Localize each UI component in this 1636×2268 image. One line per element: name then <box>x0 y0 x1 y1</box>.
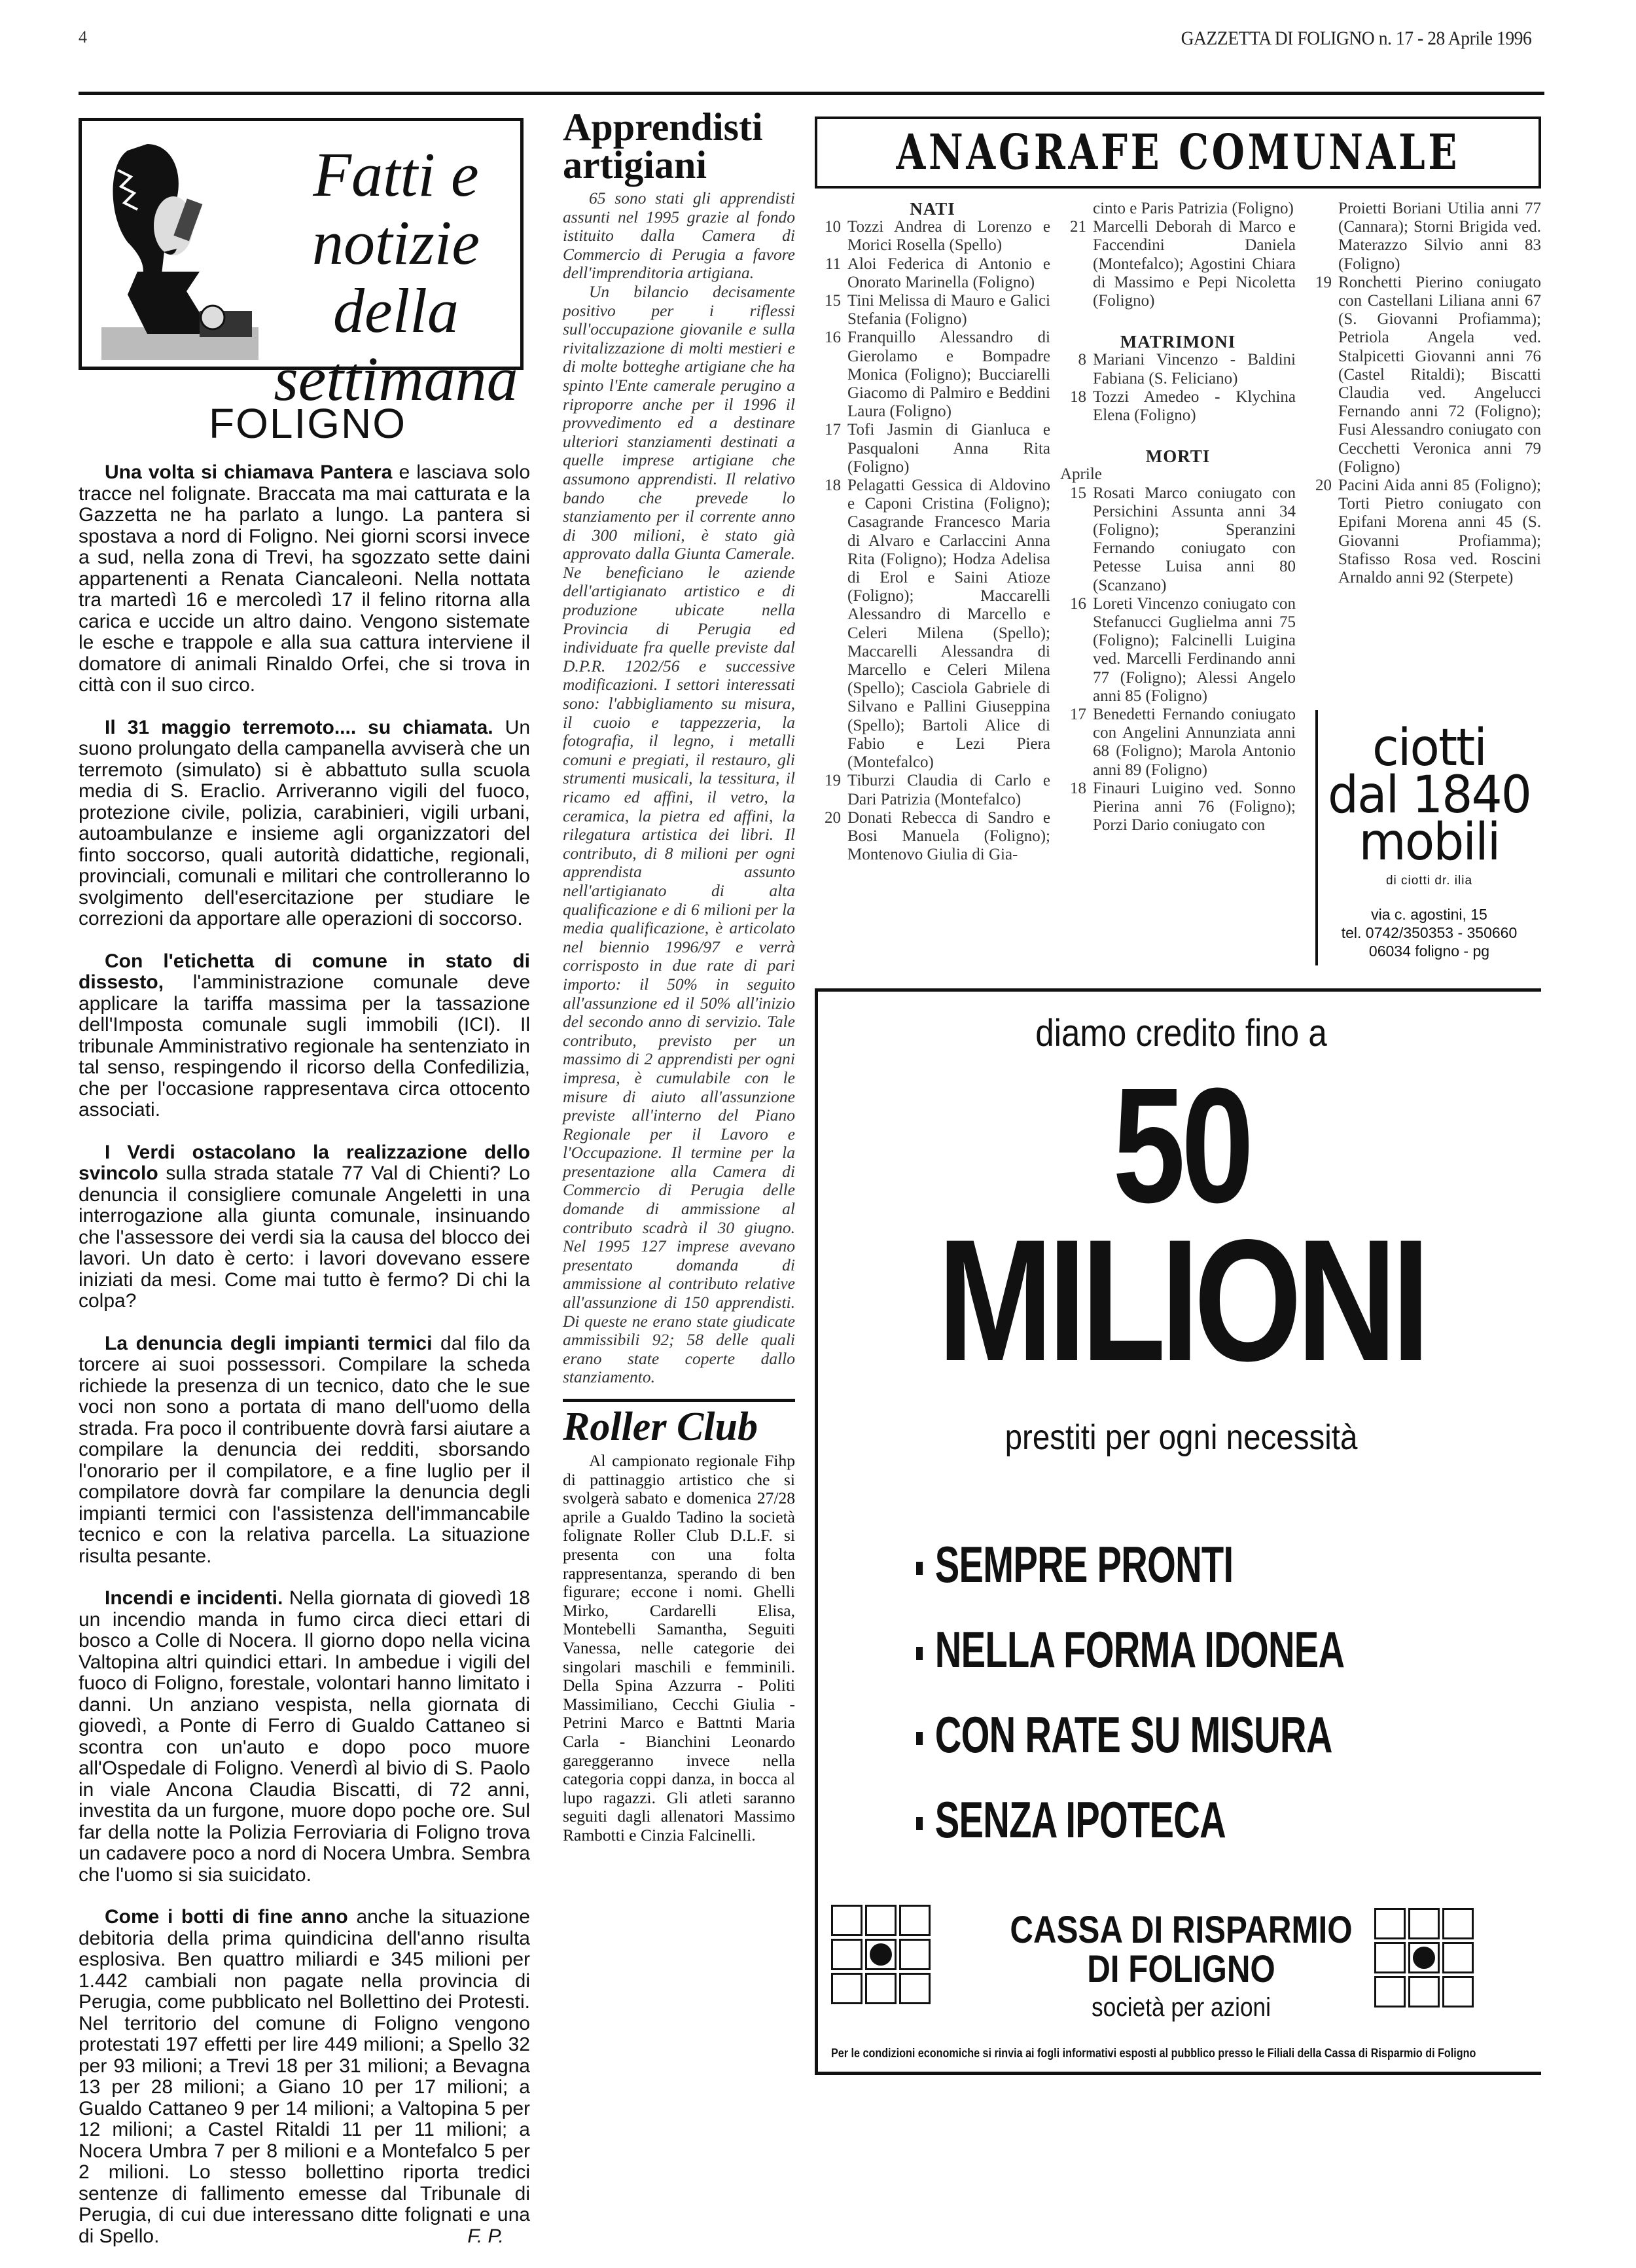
list-item <box>1060 706 1296 780</box>
entry-day: 20 <box>1315 477 1332 495</box>
list-item <box>1060 351 1296 387</box>
article-title: Apprendisti artigiani <box>563 105 763 187</box>
matrimoni-list <box>1060 351 1296 425</box>
anagrafe-column-1 <box>815 200 1050 864</box>
entry-text: Finauri Luigino ved. Sonno Pierina anni 76 (Foligno); Porzi Dario coniugato con <box>1093 779 1296 835</box>
morti-list <box>1060 484 1296 835</box>
entry-text: Donati Rebecca di Sandro e Bosi Manuela (Foligno); Montenovo Giulia di Gia- <box>847 808 1050 864</box>
ad-feature: SEMPRE PRONTI <box>916 1522 1340 1607</box>
bank-name: CASSA DI RISPARMIO <box>1010 1909 1353 1951</box>
article-title: Roller Club <box>563 1405 758 1449</box>
entry-text: Benedetti Fernando coniugato con Angelini Annunziata anni 68 (Foligno); Marola Antonio anni 89 (Foligno) <box>1093 706 1296 779</box>
divider <box>563 1399 795 1402</box>
news-item <box>79 1588 530 1886</box>
woman-on-telephone-icon <box>101 137 272 360</box>
header-rule <box>79 92 1544 95</box>
feature-title-line: settimana <box>274 344 518 414</box>
entry-text: Ronchetti Pierino coniugato con Castellani Liliana anni 67 (S. Giovanni Profiamma); Petriola Angela ved. Stalpicetti Giovanni anni 76 (Castel Ritaldi); Biscatti Claudia ved. Angelucci Fernando anni 72 (Foligno); Fusi Alessandro coniugato con Cecchetti Veronica anni 79 (Foligno) <box>1338 273 1541 476</box>
matrimoni-heading: MATRIMONI <box>1120 332 1236 352</box>
ciotti-mobili-ad <box>1315 710 1540 965</box>
ad-amount: 50 <box>1112 1054 1250 1236</box>
entry-day: 16 <box>1070 594 1086 613</box>
news-body: l'amministrazione comunale deve applicare la tariffa massima per la tassazione dell'Imposta comunale sugli immobili (ICI). Il tribunale Amministrativo regionale ha sentenziato in tal senso, respingendo il ricorso della Confedilizia, che per l'occasione rappresentava circa ottocento associati. <box>79 971 530 1121</box>
bank-disclaimer: Per le condizioni economiche si rinvia ai fogli informativi esposti al pubblico presso le Filiali della Cassa di Risparmio di Foligno <box>831 2047 1476 2061</box>
anagrafe-column-3 <box>1306 200 1541 587</box>
news-item <box>79 717 530 930</box>
page-number: 4 <box>79 27 87 46</box>
entry-day: 17 <box>825 421 841 439</box>
list-item: cinto e Paris Patrizia (Foligno) <box>1093 200 1294 217</box>
list-item <box>1060 484 1296 595</box>
list-item <box>1060 780 1296 835</box>
ad-feature: NELLA FORMA IDONEA <box>916 1607 1340 1692</box>
bank-advertisement <box>815 988 1541 2075</box>
article-paragraph: 65 sono stati gli apprendisti assunti nel 1995 grazie al fondo istituito dalla Camera di Commercio di Perugia a favore dell'imprenditoria artigiana. <box>563 189 795 283</box>
morti-heading: MORTI <box>1145 446 1211 467</box>
entry-day: 8 <box>1078 351 1086 369</box>
brand-line: ciotti <box>1372 719 1486 778</box>
news-lead: Una volta si chiamava Pantera <box>105 461 393 483</box>
list-item: Proietti Boriani Utilia anni 77 (Cannara); Storni Brigida ved. Materazzo Silvio anni 83 (Foligno) <box>1338 200 1541 273</box>
nati-heading: NATI <box>910 199 955 219</box>
address-line: 06034 foligno - pg <box>1368 943 1490 960</box>
news-body: dal filo da torcere ai suoi possessori. Compilare la scheda richiede la presenza di un tecnico, dato che le sue voci non sono a portata di mano dell'uomo della strada. Fra poco il contribuente dovrà farsi aiutare a compilare la denuncia dei redditi, sborsando l'onorario per il compilatore, e a fine luglio per il compilatore dovrà far compilare la denuncia degli impianti termici con l'assistenza dell'immancabile tecnico e con la relativa parcella. La situazione risulta pesante. <box>79 1332 530 1567</box>
ciotti-brand <box>1324 719 1535 872</box>
news-item <box>79 1907 530 2247</box>
masthead: GAZZETTA DI FOLIGNO n. 17 - 28 Aprile 1996 <box>1181 27 1531 49</box>
entry-day: 18 <box>1070 387 1086 406</box>
entry-text: Pelagatti Gessica di Aldovino e Caponi Cristina (Foligno); Casagrande Francesco Maria di Alvaro e Carlaccini Anna Rita (Foligno); Hodza Adelisa di Erol e Saini Atioze (Foligno); Maccarelli Alessandro di Marcello e Celeri Milena (Spello); Maccarelli Alessandra di Marcello e Celeri Milena (Spello); Casciola Gabriele di Silvano e Pallini Giuseppina (Spello); Bartoli Alice di Fabio e Lezi Piera (Montefalco) <box>847 477 1050 772</box>
brand-line: dal 1840 <box>1328 766 1531 825</box>
entry-day: 19 <box>825 772 841 790</box>
list-item <box>1060 218 1296 310</box>
news-lead: Incendi e incidenti. <box>105 1587 283 1609</box>
entry-text: Mariani Vincenzo - Baldini Fabiana (S. Feliciano) <box>1093 351 1296 387</box>
list-item <box>815 421 1050 477</box>
news-item <box>79 1142 530 1312</box>
list-item <box>815 477 1050 772</box>
bullet-icon <box>916 1647 923 1660</box>
entry-day: 18 <box>1070 779 1086 797</box>
ad-unit: MILIONI <box>937 1204 1425 1397</box>
article-body <box>563 189 795 1387</box>
entry-day: 15 <box>1070 484 1086 502</box>
entry-day: 15 <box>825 292 841 310</box>
news-lead: La denuncia degli impianti termici <box>105 1332 433 1354</box>
entry-day: 18 <box>825 477 841 495</box>
ad-feature: CON RATE SU MISURA <box>916 1692 1340 1777</box>
article-body: Al campionato regionale Fihp di pattinaggio artistico che si svolgerà sabato e domenica 27/28 aprile a Gualdo Tadino la società folignate Roller Club D.L.F. si presenta con una folta rappresentanza, sperando di ben figurare; eccone i nomi. Ghelli Mirko, Cardarelli Elisa, Montebelli Samantha, Seguiti Vanessa, nelle categorie dei singolari maschili e femminili. Della Spina Azzurra - Politi Massimiliano, Cecchi Giulia - Petrini Marco e Battnti Maria Carla - Bianchini Leonardo gareggeranno invece nella categoria coppi danza, in bocca al lupo ragazzi. Gli atleti saranno seguiti dagli allenatori Massimo Rambotti e Cinzia Falcinelli. <box>563 1451 795 1845</box>
list-item <box>815 329 1050 421</box>
bullet-icon <box>916 1817 923 1830</box>
list-item <box>815 292 1050 329</box>
list-item <box>1306 477 1541 587</box>
feature-title-line: notizie della <box>312 207 480 346</box>
anagrafe-title: ANAGRAFE COMUNALE <box>896 124 1460 181</box>
entry-text: Tozzi Andrea di Lorenzo e Morici Rosella (Spello) <box>847 218 1050 255</box>
news-lead: I Verdi ostacolano la realizzazione dello svincolo <box>79 1141 530 1184</box>
list-item <box>1060 388 1296 425</box>
list-item <box>1306 274 1541 477</box>
author-signature: F. P. <box>467 2225 504 2247</box>
news-lead: Il 31 maggio terremoto.... su chiamata. <box>105 716 493 738</box>
entry-text: Pacini Aida anni 85 (Foligno); Torti Pietro coniugato con Epifani Morena anni 45 (S. Giovanni Profiamma); Stafisso Rosa ved. Roscini Arnaldo anni 92 (Sterpete) <box>1338 477 1541 587</box>
entry-text: Tofi Jasmin di Gianluca e Pasqualoni Anna Rita (Foligno) <box>847 421 1050 476</box>
entry-text: Rosati Marco coniugato con Persichini Assunta anni 34 (Foligno); Speranzini Fernando coniugato con Petesse Luisa anni 80 (Scanzano) <box>1093 484 1296 594</box>
entry-text: Loreti Vincenzo coniugato con Stefanucci Guglielma anni 75 (Foligno); Falcinelli Luigina ved. Marcelli Ferdinando anni 77 (Foligno); Alessi Angelo anni 85 (Foligno) <box>1093 594 1296 705</box>
entry-day: 19 <box>1315 273 1332 291</box>
news-item <box>79 951 530 1121</box>
news-item <box>79 462 530 696</box>
entry-day: 16 <box>825 329 841 347</box>
brand-line: mobili <box>1359 813 1500 872</box>
entry-day: 20 <box>825 808 841 827</box>
article-paragraph: Un bilancio decisamente positivo per i riflessi sull'occupazione giovanile e sulla rivitalizzazione di molti mestieri e di molte botteghe artigiane che ha spinto l'Ente camerale perugino a riproporre anche per il 1996 il provvedimento ed a destinare ulteriori stanziamenti destinati a quelle imprese artigiane che assumono apprendisti. Il relativo bando che prevede lo stanziamento per il corrente anno di 300 milioni, è stato già approvato dalla Giunta Camerale. Ne beneficiano le aziende dell'artigianato artistico e di produzione ubicate nella Provincia di Perugia ed individuate fra quelle previste dal D.P.R. 1202/56 e successive modificazioni. I settori interessati sono: l'abbigliamento su misura, il cuoio e tappezzeria, la fotografia, il legno, i metalli comuni e pregiati, il restauro, gli strumenti musicali, la tessitura, il ricamo ed affini, il vetro, la ceramica, la pietra ed affini, la rilegatura artistica dei libri. Il contributo, di 8 milioni per ogni apprendista assunto nell'artigianato di alta qualificazione e di 6 milioni per la media qualificazione, è articolato nel biennio 1996/97 e verrà corrisposto in due rate di pari importo: il 50% in seguito all'assunzione ed il 50% all'inizio del secondo anno di servizio. Tale contributo, previsto per un massimo di 2 apprendisti per ogni impresa, è cumulabile con le misure di aiuto all'assunzione previste all'interno del Piano Regionale per il Lavoro e l'Occupazione. Il termine per la presentazione alla Camera di Commercio di Perugia delle domande di ammissione al contributo scadrà il 30 giugno. Nel 1995 127 imprese avevano presentato domanda di ammissione al contributo relative all'assunzione di 150 apprendisti. Di queste ne erano state giudicate ammissibili 92; 58 delle quali erano state coperte dallo stanziamento. <box>563 281 795 1387</box>
news-item <box>79 1333 530 1568</box>
feature-title-line: Fatti e <box>313 139 479 209</box>
bullet-icon <box>916 1732 923 1745</box>
ad-feature: SENZA IPOTECA <box>916 1777 1340 1862</box>
anagrafe-column-2 <box>1060 200 1296 835</box>
ad-lead: diamo credito fino a <box>1035 1012 1327 1054</box>
entry-text: Tiburzi Claudia di Carlo e Dari Patrizia (Montefalco) <box>847 772 1050 808</box>
ad-subtitle: prestiti per ogni necessità <box>1005 1418 1358 1457</box>
entry-text: Marcelli Deborah di Marco e Faccendini Daniela (Montefalco); Agostini Chiara di Massimo e Pepi Nicoletta (Foligno) <box>1093 218 1296 310</box>
news-body: sulla strada statale 77 Val di Chienti? Lo denuncia il consigliere comunale Angeletti in una interrogazione alla giunta comunale, insinuando che l'assessore dei verdi sia la causa del blocco dei lavori. Un dato è certo: i lavori dovevano essere iniziati da mesi. Come mai tutto è fermo? Di chi la colpa? <box>79 1162 530 1312</box>
news-body: anche la situazione debitoria della prima quindicina dell'anno risulta esplosiva. Ben quattro miliardi e 345 milioni per 1.442 cambiali non pagate nella provincia di Perugia, come pubblicato nel Bollettino dei Protesti. Nel territorio del comune di Foligno vengono protestati 197 effetti per lire 449 milioni; a Spello 32 per 93 milioni; a Trevi 18 per 31 milioni; a Bevagna 13 per 28 milioni; a Giano 10 per 17 milioni; a Gualdo Cattaneo 9 per 14 milioni; a Valtopina 5 per 12 milioni; a Castel Ritaldi 11 per 11 milioni; a Nocera Umbra 7 per 8 milioni e a Montefalco 5 per 2 milioni. Lo stesso bollettino riporta tredici sentenze di fallimento emesse dal Tribunale di Perugia, di cui due interessano ditte folignati e una di Spello. <box>79 1906 530 2247</box>
entry-text: Tozzi Amedeo - Klychina Elena (Foligno) <box>1093 387 1296 425</box>
feature-title <box>272 141 520 413</box>
list-item <box>815 218 1050 255</box>
entry-day: 17 <box>1070 706 1086 724</box>
entry-day: 10 <box>825 218 841 236</box>
nati-list <box>815 218 1050 864</box>
entry-day: 21 <box>1070 218 1086 236</box>
entry-text: Aloi Federica di Antonio e Onorato Marinella (Foligno) <box>847 255 1050 291</box>
morti-list <box>1306 274 1541 587</box>
news-lead: Come i botti di fine anno <box>105 1906 348 1928</box>
feature-banner <box>79 118 524 414</box>
bullet-icon <box>916 1562 923 1575</box>
entry-day: 11 <box>825 255 841 273</box>
section-title: FOLIGNO <box>208 400 407 447</box>
phone-line: tel. 0742/350353 - 350660 <box>1341 924 1518 941</box>
news-body: Un suono prolungato della campanella avviserà che un terremoto (simulato) si è abbattuto sulla scuola media di S. Eraclio. Arriveranno vigili del fuoco, protezione civile, polizia, carabinieri, vigili urbani, autoambulanze e insieme agli organizzatori del finto soccorso, quali autorità didattiche, regionali, provinciali, comunali e militari che controlleranno lo svolgimento dell'esercitazione per studiare le correzioni da apportare alle operazioni di soccorso. <box>79 716 531 929</box>
news-lead: Con l'etichetta di comune in stato di dissesto, <box>79 950 530 993</box>
nati-list <box>1060 218 1296 310</box>
ad-feature-list <box>916 1522 1505 1862</box>
list-item <box>815 772 1050 808</box>
middle-column <box>563 105 795 1845</box>
entry-text: Tini Melissa di Mauro e Galici Stefania (Foligno) <box>847 292 1050 329</box>
bank-name: DI FOLIGNO <box>1087 1948 1275 1990</box>
ciotti-address <box>1318 905 1540 960</box>
list-item <box>815 255 1050 292</box>
news-body: Nella giornata di giovedì 18 un incendio manda in fumo circa dieci ettari di bosco a Colle di Nocera. Il giorno dopo nella vicina Valtopina altri quindici ettari. In ambedue i vigili del fuoco di Foligno, forestale, volontari hanno limitato i danni. Un anziano vespista, nella giornata di giovedì, a Ponte di Ferro di Gualdo Cattaneo si scontra con un'auto e dopo poco muore all'Ospedale di Foligno. Venerdì al bivio di S. Paolo in viale Ancona Claudia Biscatti, di 72 anni, investita da un furgone, muore dopo poche ore. Sul far della notte la Polizia Ferroviaria di Foligno trova un cadavere poco a nord di Nocera Umbra. Sembra che l'uomo si sia suicidato. <box>79 1587 530 1886</box>
ciotti-owner: di ciotti dr. ilia <box>1385 874 1473 888</box>
list-item <box>1060 595 1296 706</box>
list-item <box>815 809 1050 865</box>
news-body: e lasciava solo tracce nel folignate. Braccata ma mai catturata e la Gazzetta ne ha parlato a lungo. La pantera si spostava a nord di Foligno. Nei giorni scorsi invece a sud, nella zona di Trevi, ha sgozzato sette daini appartenenti a Renata Ciancaleoni. Nella nottata tra martedì 16 e mercoledì 17 il felino ritorna alla carica e uccide un altro daino. Vengono sistemate le esche e trappole e alla sua cattura interviene il domatore di animali Rinaldo Orfei, che si trova in città con il suo circo. <box>79 461 530 696</box>
address-line: via c. agostini, 15 <box>1371 906 1487 923</box>
entry-text: Franquillo Alessandro di Gierolamo e Bompadre Monica (Foligno); Bucciarelli Giacomo di Palmiro e Beddini Laura (Foligno) <box>847 329 1050 421</box>
anagrafe-banner <box>815 117 1541 189</box>
news-column <box>79 462 530 2268</box>
bank-company-type: società per azioni <box>1092 1993 1271 2022</box>
morti-month: Aprile <box>1060 465 1102 484</box>
